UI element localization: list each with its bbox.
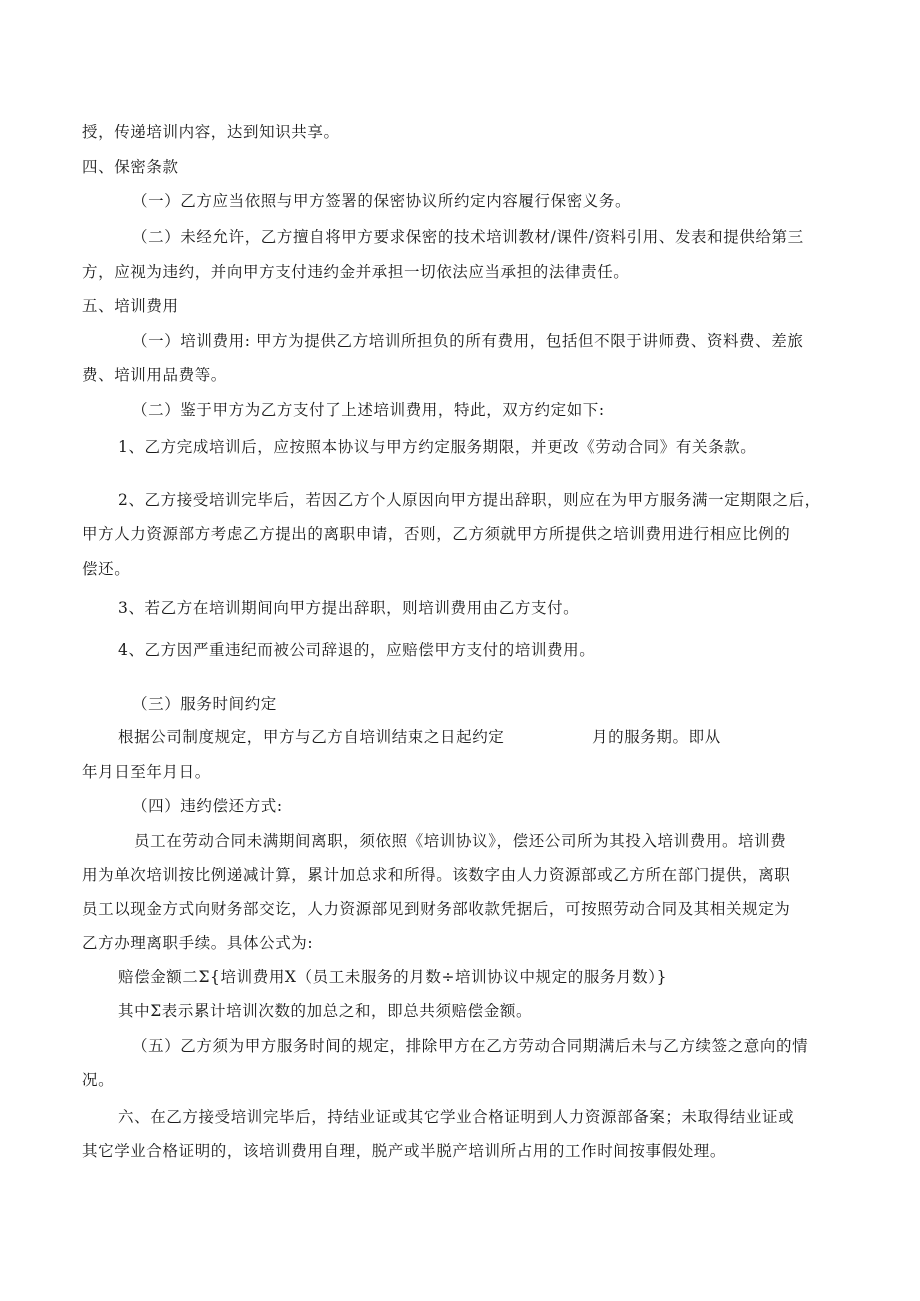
paragraph-line: 员工以现金方式向财务部交讫，人力资源部见到财务部收款凭据后，可按照劳动合同及其相关规定为 <box>82 900 791 918</box>
paragraph-line: 方，应视为违约，并向甲方支付违约金并承担一切依法应当承担的法律责任。 <box>82 263 630 281</box>
section-heading-training-fees: 五、培训费用 <box>82 297 179 315</box>
paragraph-line-continuation: 月的服务期。即从 <box>592 728 721 746</box>
paragraph-line: 甲方人力资源部方考虑乙方提出的离职申请，否则，乙方须就甲方所提供之培训费用进行相应比例的 <box>82 525 791 543</box>
paragraph-line: 其中Σ表示累计培训次数的加总之和，即总共须赔偿金额。 <box>118 1002 533 1020</box>
paragraph-line: 其它学业合格证明的，该培训费用自理，脱产或半脱产培训所占用的工作时间按事假处理。 <box>82 1142 727 1160</box>
paragraph-line: 偿还。 <box>82 560 131 578</box>
paragraph-line: 况。 <box>82 1071 115 1089</box>
paragraph-line: （二）未经允许，乙方擅自将甲方要求保密的技术培训教材/课件/资料引用、发表和提供给第三 <box>132 228 804 246</box>
section-heading-confidentiality: 四、保密条款 <box>82 158 179 176</box>
formula-line: 赔偿金额二Σ{培训费用X（员工未服务的月数÷培训协议中规定的服务月数）} <box>118 968 668 986</box>
paragraph-line: 费、培训用品费等。 <box>82 366 227 384</box>
list-item: 3、若乙方在培训期间向甲方提出辞职，则培训费用由乙方支付。 <box>118 599 580 617</box>
list-item: 1、乙方完成培训后，应按照本协议与甲方约定服务期限，并更改《劳动合同》有关条款。 <box>118 438 757 456</box>
paragraph-line: 年月日至年月日。 <box>82 763 211 781</box>
list-item: 2、乙方接受培训完毕后，若因乙方个人原因向甲方提出辞职，则应在为甲方服务满一定期限之后， <box>118 491 821 509</box>
paragraph-line: 用为单次培训按比例递减计算，累计加总求和所得。该数字由人力资源部或乙方所在部门提供，离职 <box>82 866 791 884</box>
paragraph-line: 授，传递培训内容，达到知识共享。 <box>82 123 340 141</box>
paragraph-line: 乙方办理离职手续。具体公式为: <box>82 934 314 952</box>
list-item: 4、乙方因严重违纪而被公司辞退的，应赔偿甲方支付的培训费用。 <box>118 641 596 659</box>
paragraph-line: （二）鉴于甲方为乙方支付了上述培训费用，特此，双方约定如下: <box>132 401 605 419</box>
subsection-heading-service-time: （三）服务时间约定 <box>132 695 277 713</box>
paragraph-line: 根据公司制度规定，甲方与乙方自培训结束之日起约定 <box>118 728 505 746</box>
paragraph-line: 员工在劳动合同未满期间离职，须依照《培训协议》，偿还公司所为其投入培训费用。培训费 <box>134 832 787 850</box>
paragraph-line: （五）乙方须为甲方服务时间的规定，排除甲方在乙方劳动合同期满后未与乙方续签之意向的情 <box>132 1037 809 1055</box>
paragraph-line: （一）乙方应当依照与甲方签署的保密协议所约定内容履行保密义务。 <box>132 192 632 210</box>
paragraph-line: （一）培训费用: 甲方为提供乙方培训所担负的所有费用，包括但不限于讲师费、资料费、差旅 <box>132 332 804 350</box>
section-paragraph-six: 六、在乙方接受培训完毕后，持结业证或其它学业合格证明到人力资源部备案；未取得结业证或 <box>118 1108 795 1126</box>
subsection-heading-repayment: （四）违约偿还方式: <box>132 797 283 815</box>
